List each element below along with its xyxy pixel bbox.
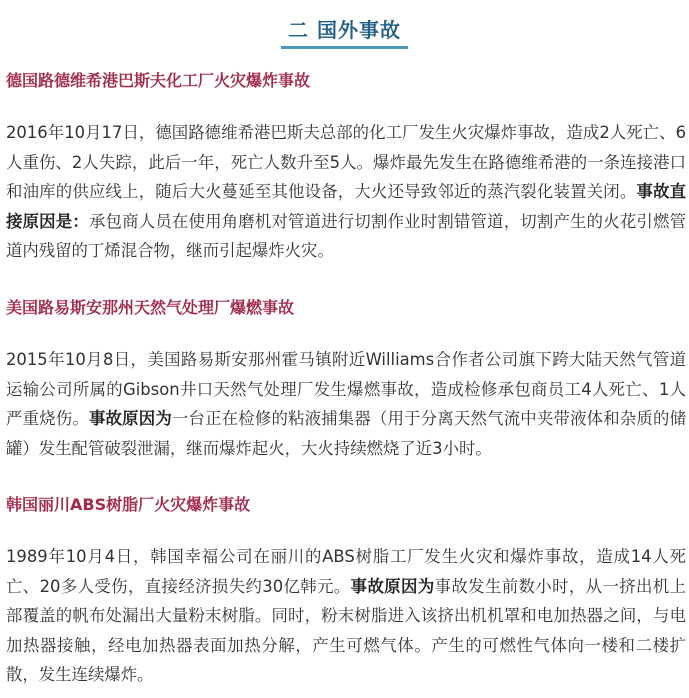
incident-title-usa: 美国路易斯安那州天然气处理厂爆燃事故 <box>6 298 295 317</box>
incident-body-text: 一台正在检修的粘液捕集器（用于分离天然气流中夹带液体和杂质的储罐）发生配管破裂泄漏，继而爆炸起火，大火持续燃烧了近3小时。 <box>6 409 687 458</box>
incident-body-text: 2015年10月8日，美国路易斯安那州霍马镇附近Williams合作者公司旗下跨大陆天然气管道运输公司所属的Gibson井口天然气处理厂发生爆燃事故，造成检修承包商员工4人死亡、1人严重烧伤。 <box>6 350 686 428</box>
incident-body-text: 1989年10月4日，韩国幸福公司在丽川的ABS树脂工厂发生火灾和爆炸事故，造成14人死亡、20多人受伤，直接经济损失约30亿韩元。 <box>6 547 686 596</box>
incident-cause-label: 事故原因为 <box>88 409 172 428</box>
incident-cause-label: 事故原因为 <box>350 576 435 596</box>
incident-body-usa <box>6 345 686 463</box>
incident-body-text: 事故发生前数小时，从一挤出机上部覆盖的帆布处漏出大量粉末树脂。同时，粉末树脂进入该挤出机机罩和电加热器之间，与电加热器接触，经电加热器表面加热分解，产生可燃气体。产生的可燃性气体向一楼和二楼扩散，发生连续爆炸。 <box>6 576 687 684</box>
incident-body-korea <box>6 542 686 690</box>
incident-cause-label: 事故直接原因是： <box>6 182 687 231</box>
section-title: 二 国外事故 <box>288 18 401 42</box>
incident-title-germany: 德国路德维希港巴斯夫化工厂火灾爆炸事故 <box>6 71 311 90</box>
section-header <box>0 10 689 50</box>
section-title-underline <box>281 46 408 49</box>
incident-title-korea: 韩国丽川ABS树脂厂火灾爆炸事故 <box>6 495 251 514</box>
incident-body-text: 承包商人员在使用角磨机对管道进行切割作业时割错管道，切割产生的火花引燃管道内残留的丁烯混合物，继而引起爆炸火灾。 <box>6 211 686 260</box>
incident-body-germany <box>6 118 686 266</box>
incident-body-text: 2016年10月17日，德国路德维希港巴斯夫总部的化工厂发生火灾爆炸事故，造成2人死亡、6人重伤、2人失踪，此后一年，死亡人数升至5人。爆炸最先发生在路德维希港的一条连接港口和油库的供应线上，随后大火蔓延至其他设备，大火还导致邻近的蒸汽裂化装置关闭。 <box>6 123 686 201</box>
